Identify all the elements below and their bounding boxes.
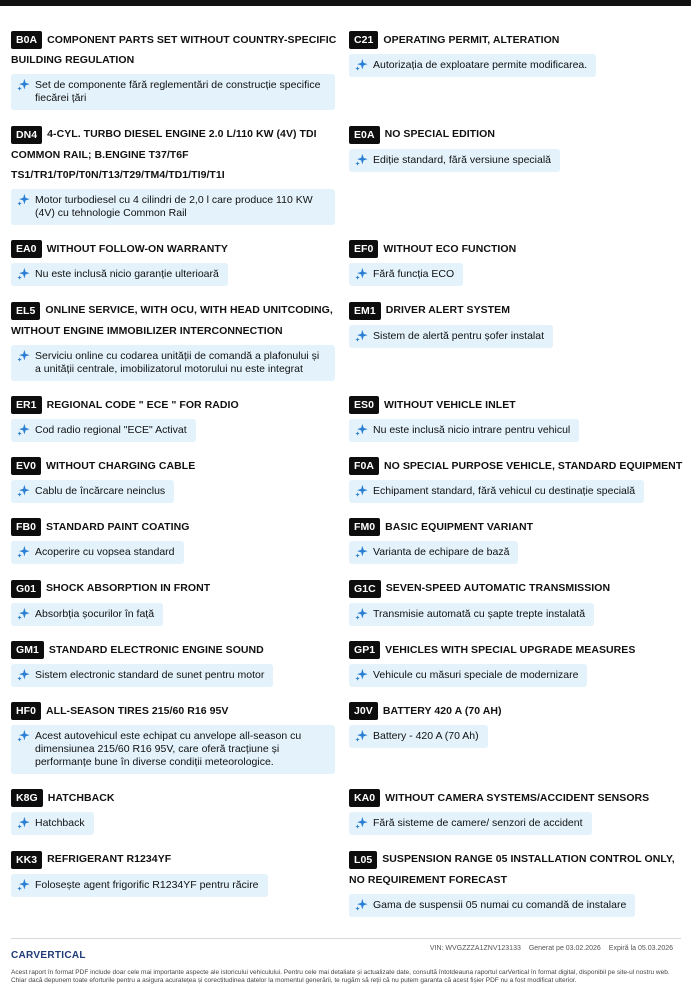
description-text: Fără funcția ECO bbox=[373, 268, 455, 281]
option-title: STANDARD PAINT COATING bbox=[46, 521, 190, 534]
equipment-item bbox=[349, 124, 684, 225]
option-title: WITHOUT CHARGING CABLE bbox=[46, 460, 196, 473]
option-title: ALL-SEASON TIRES 215/60 R16 95V bbox=[46, 705, 229, 718]
option-description bbox=[11, 419, 196, 442]
option-description bbox=[349, 664, 587, 687]
option-description bbox=[349, 54, 596, 77]
equipment-item bbox=[11, 239, 346, 286]
sparkle-icon bbox=[16, 545, 31, 559]
option-title: NO SPECIAL PURPOSE VEHICLE, STANDARD EQUIPMENT bbox=[384, 460, 683, 473]
equipment-item bbox=[349, 517, 684, 564]
description-text: Acoperire cu vopsea standard bbox=[35, 546, 175, 559]
description-text: Serviciu online cu codarea unității de comandă a plafonului și a unității centrale, imobilizatorul motorului nu este integrat bbox=[35, 349, 320, 375]
equipment-item bbox=[349, 300, 684, 380]
option-description bbox=[349, 725, 488, 748]
option-description bbox=[11, 664, 273, 687]
sparkle-icon bbox=[354, 267, 369, 281]
item-heading bbox=[11, 640, 346, 660]
option-description bbox=[11, 603, 163, 626]
option-description bbox=[11, 345, 335, 381]
equipment-item bbox=[349, 849, 684, 916]
expiry-date: Expiră la 05.03.2026 bbox=[608, 945, 673, 952]
item-heading bbox=[11, 517, 346, 537]
item-heading bbox=[349, 395, 684, 415]
item-heading bbox=[349, 239, 684, 259]
equipment-item bbox=[11, 30, 346, 110]
sparkle-icon bbox=[16, 816, 31, 830]
equipment-item bbox=[11, 124, 346, 225]
sparkle-icon bbox=[354, 729, 369, 743]
option-title: DRIVER ALERT SYSTEM bbox=[385, 304, 510, 317]
option-code-badge: FM0 bbox=[349, 518, 380, 536]
sparkle-icon bbox=[354, 668, 369, 682]
description-text: Cod radio regional "ECE" Activat bbox=[35, 423, 187, 436]
description-text: Nu este inclusă nicio garanție ulterioară bbox=[35, 268, 219, 281]
option-description bbox=[349, 325, 553, 348]
option-description bbox=[349, 419, 579, 442]
sparkle-icon bbox=[16, 729, 31, 743]
option-code-badge: GP1 bbox=[349, 641, 380, 659]
item-heading bbox=[11, 30, 346, 70]
sparkle-icon bbox=[16, 349, 31, 363]
description-text: Echipament standard, fără vehicul cu destinație specială bbox=[373, 485, 636, 498]
item-heading bbox=[11, 456, 346, 476]
option-code-badge: G1C bbox=[349, 580, 381, 598]
report-footer bbox=[11, 938, 681, 985]
equipment-item bbox=[349, 30, 684, 110]
description-text: Transmisie automată cu șapte trepte instalată bbox=[373, 607, 586, 620]
option-title: WITHOUT FOLLOW-ON WARRANTY bbox=[46, 243, 228, 256]
sparkle-icon bbox=[354, 545, 369, 559]
equipment-item bbox=[349, 701, 684, 774]
description-text: Autorizația de exploatare permite modificarea. bbox=[373, 59, 588, 72]
equipment-item bbox=[11, 395, 346, 442]
sparkle-icon bbox=[16, 878, 31, 892]
option-code-badge: F0A bbox=[349, 457, 379, 475]
option-title: BASIC EQUIPMENT VARIANT bbox=[385, 521, 534, 534]
option-title: 4-CYL. TURBO DIESEL ENGINE 2.0 L/110 KW (4V) TDI COMMON RAIL; B.ENGINE T37/T6F TS1/TR1/T0P/T0N/T13/T29/TM4/TD1/TI9/T1I bbox=[11, 128, 317, 182]
option-description bbox=[11, 263, 228, 286]
sparkle-icon bbox=[354, 607, 369, 621]
option-title: SUSPENSION RANGE 05 INSTALLATION CONTROL ONLY, NO REQUIREMENT FORECAST bbox=[349, 853, 675, 886]
option-code-badge: EM1 bbox=[349, 302, 381, 320]
item-heading bbox=[11, 788, 346, 808]
item-heading bbox=[349, 849, 684, 889]
equipment-item bbox=[11, 517, 346, 564]
option-code-badge: ER1 bbox=[11, 396, 42, 414]
sparkle-icon bbox=[354, 816, 369, 830]
item-heading bbox=[349, 701, 684, 721]
description-text: Motor turbodiesel cu 4 cilindri de 2,0 l care produce 110 KW (4V) cu tehnologie Common Rail bbox=[35, 194, 313, 220]
sparkle-icon bbox=[16, 267, 31, 281]
option-title: WITHOUT ECO FUNCTION bbox=[383, 243, 517, 256]
item-heading bbox=[349, 456, 684, 476]
option-title: REFRIGERANT R1234YF bbox=[47, 853, 172, 866]
option-description bbox=[11, 480, 174, 503]
item-heading bbox=[349, 124, 684, 144]
sparkle-icon bbox=[16, 423, 31, 437]
option-code-badge: ES0 bbox=[349, 396, 379, 414]
description-text: Cablu de încărcare neinclus bbox=[35, 485, 166, 498]
description-text: Varianta de echipare de bază bbox=[373, 546, 510, 559]
equipment-item bbox=[349, 640, 684, 687]
sparkle-icon bbox=[354, 329, 369, 343]
option-title: HATCHBACK bbox=[47, 792, 115, 805]
option-code-badge: EV0 bbox=[11, 457, 41, 475]
description-text: Battery - 420 A (70 Ah) bbox=[373, 730, 479, 743]
equipment-grid bbox=[11, 30, 681, 931]
option-code-badge: KA0 bbox=[349, 789, 380, 807]
option-code-badge: L05 bbox=[349, 851, 377, 869]
item-heading bbox=[349, 640, 684, 660]
option-code-badge: K8G bbox=[11, 789, 43, 807]
item-heading bbox=[11, 701, 346, 721]
option-code-badge: EL5 bbox=[11, 302, 40, 320]
equipment-item bbox=[349, 578, 684, 625]
option-title: WITHOUT CAMERA SYSTEMS/ACCIDENT SENSORS bbox=[385, 792, 650, 805]
sparkle-icon bbox=[354, 58, 369, 72]
option-description bbox=[11, 74, 335, 110]
item-heading bbox=[11, 395, 346, 415]
description-text: Ediție standard, fără versiune specială bbox=[373, 153, 552, 166]
option-description bbox=[349, 149, 560, 172]
option-title: REGIONAL CODE " ECE " FOR RADIO bbox=[46, 398, 239, 411]
option-code-badge: GM1 bbox=[11, 641, 44, 659]
option-code-badge: HF0 bbox=[11, 702, 41, 720]
option-code-badge: EF0 bbox=[349, 240, 378, 258]
equipment-item bbox=[349, 788, 684, 835]
equipment-item bbox=[11, 578, 346, 625]
item-heading bbox=[11, 124, 346, 185]
description-text: Sistem de alertă pentru șofer instalat bbox=[373, 329, 545, 342]
equipment-item bbox=[11, 456, 346, 503]
description-text: Gama de suspensii 05 numai cu comandă de instalare bbox=[373, 898, 627, 911]
equipment-item bbox=[11, 701, 346, 774]
sparkle-icon bbox=[16, 484, 31, 498]
description-text: Fără sisteme de camere/ senzori de accident bbox=[373, 817, 583, 830]
option-code-badge: EA0 bbox=[11, 240, 42, 258]
option-description bbox=[11, 189, 335, 225]
option-code-badge: B0A bbox=[11, 31, 42, 49]
description-text: Hatchback bbox=[35, 817, 85, 830]
option-title: VEHICLES WITH SPECIAL UPGRADE MEASURES bbox=[385, 643, 636, 656]
description-text: Set de componente fără reglementări de construcție specifice fiecărei țări bbox=[35, 79, 321, 105]
option-code-badge: DN4 bbox=[11, 126, 42, 144]
option-code-badge: E0A bbox=[349, 126, 380, 144]
equipment-item bbox=[349, 456, 684, 503]
description-text: Nu este inclusă nicio intrare pentru vehicul bbox=[373, 423, 571, 436]
item-heading bbox=[349, 517, 684, 537]
item-heading bbox=[11, 849, 346, 869]
description-text: Folosește agent frigorific R1234YF pentru răcire bbox=[35, 878, 259, 891]
option-title: SEVEN-SPEED AUTOMATIC TRANSMISSION bbox=[385, 582, 611, 595]
description-text: Absorbția șocurilor în față bbox=[35, 607, 155, 620]
option-description bbox=[11, 725, 335, 774]
option-code-badge: G01 bbox=[11, 580, 41, 598]
option-title: STANDARD ELECTRONIC ENGINE SOUND bbox=[48, 643, 264, 656]
equipment-item bbox=[11, 788, 346, 835]
option-description bbox=[349, 480, 644, 503]
vin-number: VIN: WVGZZZA1ZNV123133 bbox=[429, 945, 521, 952]
description-text: Acest autovehicul este echipat cu anvelope all-season cu dimensiunea 215/60 R16 95V, care oferă tracțiune și performanțe bune în diverse condiții meteorologice. bbox=[35, 730, 302, 769]
item-heading bbox=[349, 30, 684, 50]
description-text: Sistem electronic standard de sunet pentru motor bbox=[35, 668, 265, 681]
equipment-item bbox=[11, 300, 346, 380]
carvertical-logo: CARVERTICAL bbox=[11, 950, 86, 961]
option-title: COMPONENT PARTS SET WITHOUT COUNTRY-SPECIFIC BUILDING REGULATION bbox=[11, 34, 337, 67]
item-heading bbox=[349, 300, 684, 320]
disclaimer-text: Acest raport în format PDF include doar cele mai importante aspecte ale istoricului vehiculului. Pentru cele mai detaliate și actualizate date, consultă întotdeauna raportul carVertical în format digital, disponibil pe site-ul nostru web. Chiar dacă depunem toate eforturile pentru a asigura acuratețea și corectitudinea datelor la momentul generării, te rugăm să reții că nu putem garanta că acest fișier PDF nu a fost modificat ulterior. bbox=[11, 969, 670, 984]
sparkle-icon bbox=[354, 898, 369, 912]
option-description bbox=[349, 541, 518, 564]
equipment-item bbox=[349, 395, 684, 442]
option-description bbox=[349, 603, 594, 626]
sparkle-icon bbox=[16, 78, 31, 92]
equipment-item bbox=[349, 239, 684, 286]
option-description bbox=[349, 263, 463, 286]
option-title: BATTERY 420 A (70 AH) bbox=[382, 705, 502, 718]
item-heading bbox=[11, 578, 346, 598]
option-code-badge: C21 bbox=[349, 31, 378, 49]
top-border bbox=[0, 0, 691, 6]
option-description bbox=[11, 874, 268, 897]
option-code-badge: KK3 bbox=[11, 851, 42, 869]
sparkle-icon bbox=[354, 153, 369, 167]
equipment-item bbox=[11, 640, 346, 687]
report-meta bbox=[424, 945, 673, 952]
option-description bbox=[349, 894, 635, 917]
description-text: Vehicule cu măsuri speciale de modernizare bbox=[373, 668, 579, 681]
option-description bbox=[11, 541, 184, 564]
generated-date: Generat pe 03.02.2026 bbox=[528, 945, 601, 952]
item-heading bbox=[11, 300, 346, 340]
option-title: NO SPECIAL EDITION bbox=[384, 128, 495, 141]
item-heading bbox=[11, 239, 346, 259]
sparkle-icon bbox=[354, 484, 369, 498]
equipment-item bbox=[11, 849, 346, 916]
option-title: SHOCK ABSORPTION IN FRONT bbox=[46, 582, 211, 595]
option-code-badge: FB0 bbox=[11, 518, 41, 536]
option-title: WITHOUT VEHICLE INLET bbox=[384, 398, 516, 411]
option-description bbox=[349, 812, 592, 835]
option-description bbox=[11, 812, 94, 835]
item-heading bbox=[349, 788, 684, 808]
option-title: OPERATING PERMIT, ALTERATION bbox=[383, 34, 560, 47]
item-heading bbox=[349, 578, 684, 598]
sparkle-icon bbox=[354, 423, 369, 437]
sparkle-icon bbox=[16, 668, 31, 682]
sparkle-icon bbox=[16, 193, 31, 207]
option-code-badge: J0V bbox=[349, 702, 378, 720]
sparkle-icon bbox=[16, 607, 31, 621]
option-title: ONLINE SERVICE, WITH OCU, WITH HEAD UNITCODING, WITHOUT ENGINE IMMOBILIZER INTERCONNECTION bbox=[11, 304, 333, 337]
